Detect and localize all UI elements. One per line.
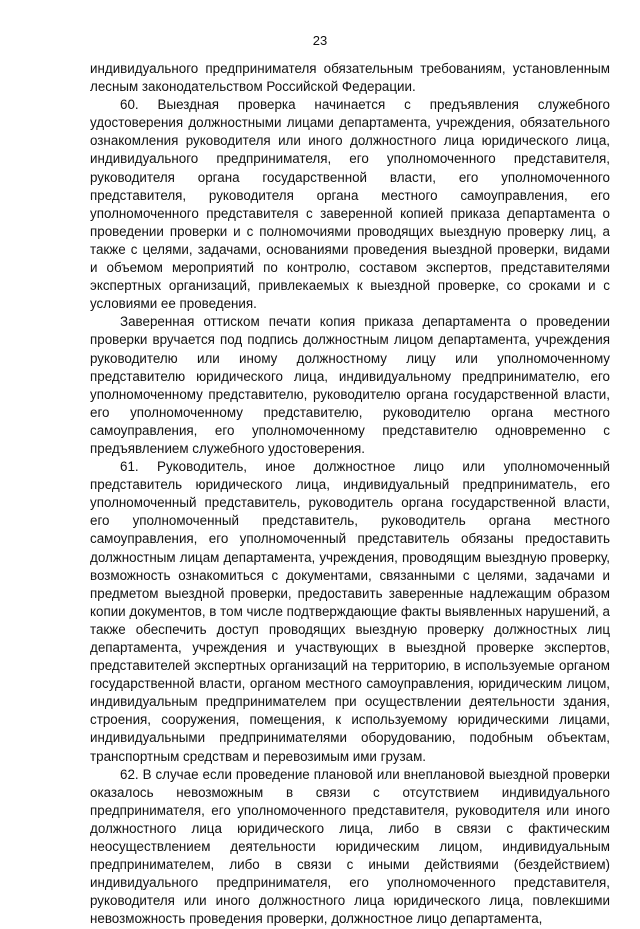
document-body — [90, 60, 610, 929]
page-number: 23 — [312, 33, 328, 48]
paragraph-60: 60. Выездная проверка начинается с предъявления служебного удостоверения должностными лицами департамента, учреждения, обязательного ознакомления руководителя или иного должностного лица юридического лица, индивидуального предпринимателя, его уполномоченного представителя, руководителя органа государственной власти, его уполномоченного представителя, руководителя органа местного самоуправления, его уполномоченного представителя с заверенной копией приказа департамента о проведении проверки и с полномочиями проводящих выездную проверку лиц, а также с целями, задачами, основаниями проведения выездной проверки, видами и объемом мероприятий по контролю, составом экспертов, представителями экспертных организаций, привлекаемых к выездной проверке, со сроками и с условиями ее проведения. — [90, 97, 610, 312]
paragraph-61: 61. Руководитель, иное должностное лицо или уполномоченный представитель юридического лица, индивидуальный предприниматель, его уполномоченный представитель, руководитель органа государственной власти, его уполномоченный представитель, руководитель органа местного самоуправления, его уполномоченный представитель обязаны предоставить должностным лицам департамента, учреждения, проводящим выездную проверку, возможность ознакомиться с документами, связанными с целями, задачами и предметом выездной проверки, предоставить заверенные надлежащим образом копии документов, в том числе подтверждающие факты выявленных нарушений, а также обеспечить доступ проводящих выездную проверку должностных лиц департамента, учреждения и участвующих в выездной проверке экспертов, представителей экспертных организаций на территорию, в используемые органом государственной власти, органом местного самоуправления, юридическим лицом, индивидуальным предпринимателем при осуществлении деятельности здания, строения, сооружения, помещения, к используемому юридическими лицами, индивидуальными предпринимателями оборудованию, подобным объектам, транспортным средствам и перевозимым ими грузам. — [90, 459, 610, 764]
paragraph-62: 62. В случае если проведение плановой или внеплановой выездной проверки оказалось невозможным в связи с отсутствием индивидуального предпринимателя, его уполномоченного представителя, руководителя или иного должностного лица юридического лица, либо в связи с фактическим неосуществлением деятельности юридическим лицом, индивидуальным предпринимателем, либо в связи с иными действиями (бездействием) индивидуального предпринимателя, его уполномоченного представителя, руководителя или иного должностного лица юридического лица, повлекшими невозможность проведения проверки, должностное лицо департамента, — [90, 766, 610, 927]
paragraph-continuation: индивидуального предпринимателя обязательным требованиям, установленным лесным законодательством Российской Федерации. — [90, 61, 610, 95]
paragraph-order-copy: Заверенная оттиском печати копия приказа департамента о проведении проверки вручается под подпись должностным лицом департамента, учреждения руководителю или иному должностному лицу или уполномоченному представителю юридического лица, индивидуальному предпринимателю, его уполномоченному представителю, руководителю органа государственной власти, его уполномоченному представителю, руководителю органа местного самоуправления, его уполномоченному представителю одновременно с предъявлением служебного удостоверения. — [90, 314, 610, 456]
